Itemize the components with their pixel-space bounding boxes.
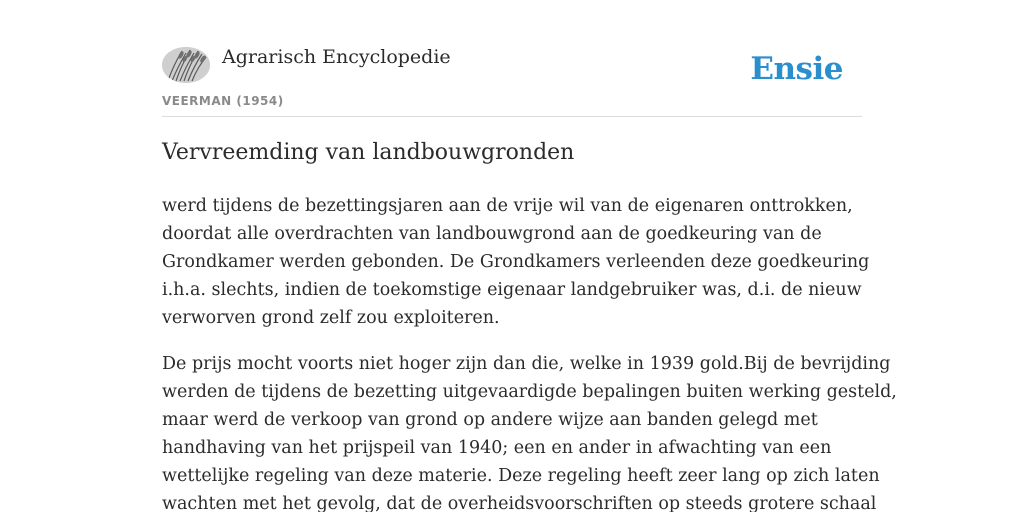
text-line: werd tijdens de bezettingsjaren aan de vrije wil van de eigenaren onttrokken,	[162, 196, 853, 216]
text-line: De prijs mocht voorts niet hoger zijn dan die, welke in 1939 gold.Bij de bevrijding	[162, 354, 891, 374]
text-line: wachten met het gevolg, dat de overheidsvoorschriften op steeds grotere schaal	[162, 494, 877, 512]
text-line: verworven grond zelf zou exploiteren.	[162, 308, 500, 328]
publication-title[interactable]: Agrarisch Encyclopedie	[222, 46, 451, 68]
wheat-logo-icon[interactable]	[162, 47, 210, 83]
brand-logo-link[interactable]: Ensie	[750, 51, 843, 87]
paragraph	[162, 192, 870, 332]
header	[162, 42, 862, 117]
text-line: werden de tijdens de bezetting uitgevaardigde bepalingen buiten werking gesteld,	[162, 382, 897, 402]
text-line: i.h.a. slechts, indien de toekomstige eigenaar landgebruiker was, d.i. de nieuw	[162, 280, 862, 300]
text-line: wettelijke regeling van deze materie. Deze regeling heeft zeer lang op zich laten	[162, 466, 880, 486]
article-title: Vervreemding van landbouwgronden	[162, 140, 575, 165]
article-body	[162, 192, 897, 512]
text-line: Grondkamer werden gebonden. De Grondkamers verleenden deze goedkeuring	[162, 252, 870, 272]
text-line: maar werd de verkoop van grond op andere wijze aan banden gelegd met	[162, 410, 818, 430]
author-label: VEERMAN (1954)	[162, 94, 284, 108]
paragraph	[162, 350, 897, 512]
text-line: handhaving van het prijspeil van 1940; een en ander in afwachting van een	[162, 438, 832, 458]
text-line: doordat alle overdrachten van landbouwgrond aan de goedkeuring van de	[162, 224, 822, 244]
